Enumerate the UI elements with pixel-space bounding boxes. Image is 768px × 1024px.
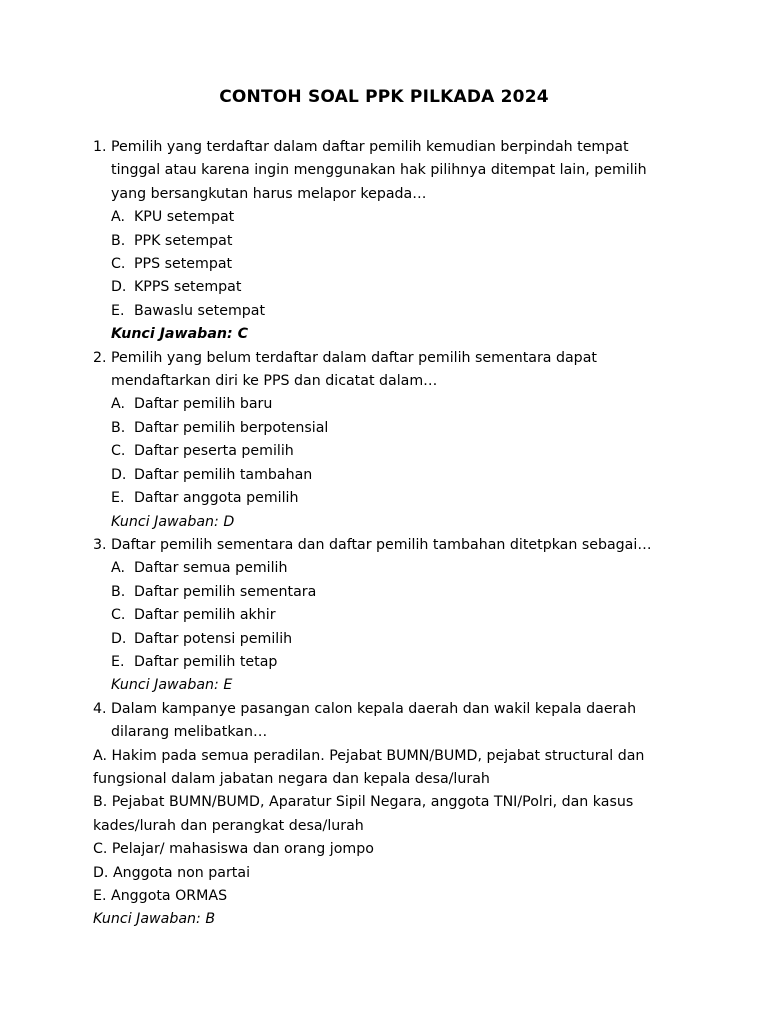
option-c: C. Pelajar/ mahasiswa dan orang jompo (93, 841, 374, 858)
answer-key: Kunci Jawaban: C (111, 326, 249, 343)
option-text: Daftar peserta pemilih (134, 443, 294, 460)
question-stem (93, 534, 673, 557)
option-list (93, 206, 673, 323)
question-1 (93, 136, 673, 347)
option-text: Daftar anggota pemilih (134, 490, 299, 507)
option-list (93, 557, 673, 674)
option-letter: A. (111, 209, 125, 226)
option-letter: E. (111, 302, 125, 319)
option-d: D. Anggota non partai (93, 864, 251, 881)
option-text: Daftar potensi pemilih (134, 630, 293, 647)
option-a (111, 557, 673, 580)
option-letter: C. (111, 443, 126, 460)
option-e (111, 651, 673, 674)
question-number: 4. (93, 700, 107, 717)
question-text: Pemilih yang terdaftar dalam daftar pemilih kemudian berpindah tempat tinggal atau karena ingin menggunakan hak pilihnya ditempat lain, pemilih yang bersangkutan harus melapor kepada… (111, 139, 647, 202)
question-stem (93, 698, 673, 745)
answer-key: Kunci Jawaban: B (93, 911, 216, 928)
option-e (111, 300, 673, 323)
option-text: PPS setempat (134, 256, 233, 273)
option-c (111, 440, 673, 463)
option-text: Daftar pemilih tambahan (134, 466, 313, 483)
option-b: B. Pejabat BUMN/BUMD, Aparatur Sipil Negara, anggota TNI/Polri, dan kasus kades/lurah dan perangkat desa/lurah (93, 794, 634, 834)
option-letter: E. (111, 490, 125, 507)
option-a (111, 393, 673, 416)
option-a (111, 206, 673, 229)
option-text: Daftar pemilih baru (134, 396, 273, 413)
option-letter: B. (111, 583, 126, 600)
question-number: 2. (93, 349, 107, 366)
document-title: CONTOH SOAL PPK PILKADA 2024 (219, 87, 549, 107)
option-list (93, 393, 673, 510)
option-letter: E. (111, 653, 125, 670)
question-stem (93, 347, 673, 394)
option-c (111, 253, 673, 276)
option-letter: D. (111, 630, 127, 647)
question-text: Pemilih yang belum terdaftar dalam daftar pemilih sementara dapat mendaftarkan diri ke PPS dan dicatat dalam… (111, 349, 597, 390)
option-a: A. Hakim pada semua peradilan. Pejabat BUMN/BUMD, pejabat structural dan fungsional dalam jabatan negara dan kepala desa/lurah (93, 747, 645, 787)
option-letter: D. (111, 466, 127, 483)
option-b (111, 230, 673, 253)
answer-key: Kunci Jawaban: D (111, 513, 235, 530)
option-d (111, 276, 673, 299)
option-letter: D. (111, 279, 127, 296)
question-stem (93, 136, 673, 206)
option-text: Daftar pemilih sementara (134, 583, 317, 600)
option-text: KPU setempat (134, 209, 235, 226)
option-text: Bawaslu setempat (134, 302, 266, 319)
option-e (111, 487, 673, 510)
option-letter: B. (111, 232, 126, 249)
option-d (111, 628, 673, 651)
option-text: Daftar pemilih berpotensial (134, 419, 329, 436)
question-4 (93, 698, 673, 932)
option-letter: C. (111, 607, 126, 624)
question-text: Daftar pemilih sementara dan daftar pemilih tambahan ditetpkan sebagai… (111, 536, 652, 553)
question-list (93, 136, 673, 932)
option-b (111, 417, 673, 440)
option-letter: A. (111, 396, 125, 413)
option-letter: A. (111, 560, 125, 577)
option-b (111, 581, 673, 604)
option-text: Daftar pemilih akhir (134, 607, 276, 624)
option-text: KPPS setempat (134, 279, 242, 296)
option-letter: C. (111, 256, 126, 273)
option-text: PPK setempat (134, 232, 233, 249)
option-e: E. Anggota ORMAS (93, 888, 228, 904)
question-number: 1. (93, 139, 107, 155)
question-text: Dalam kampanye pasangan calon kepala daerah dan wakil kepala daerah dilarang melibatkan… (111, 700, 637, 741)
question-number: 3. (93, 536, 107, 553)
option-text: Daftar semua pemilih (134, 560, 288, 577)
option-letter: B. (111, 419, 126, 436)
option-c (111, 604, 673, 627)
question-3 (93, 534, 673, 698)
question-2 (93, 347, 673, 534)
option-d (111, 464, 673, 487)
option-text: Daftar pemilih tetap (134, 653, 278, 670)
answer-key: Kunci Jawaban: E (111, 677, 233, 694)
